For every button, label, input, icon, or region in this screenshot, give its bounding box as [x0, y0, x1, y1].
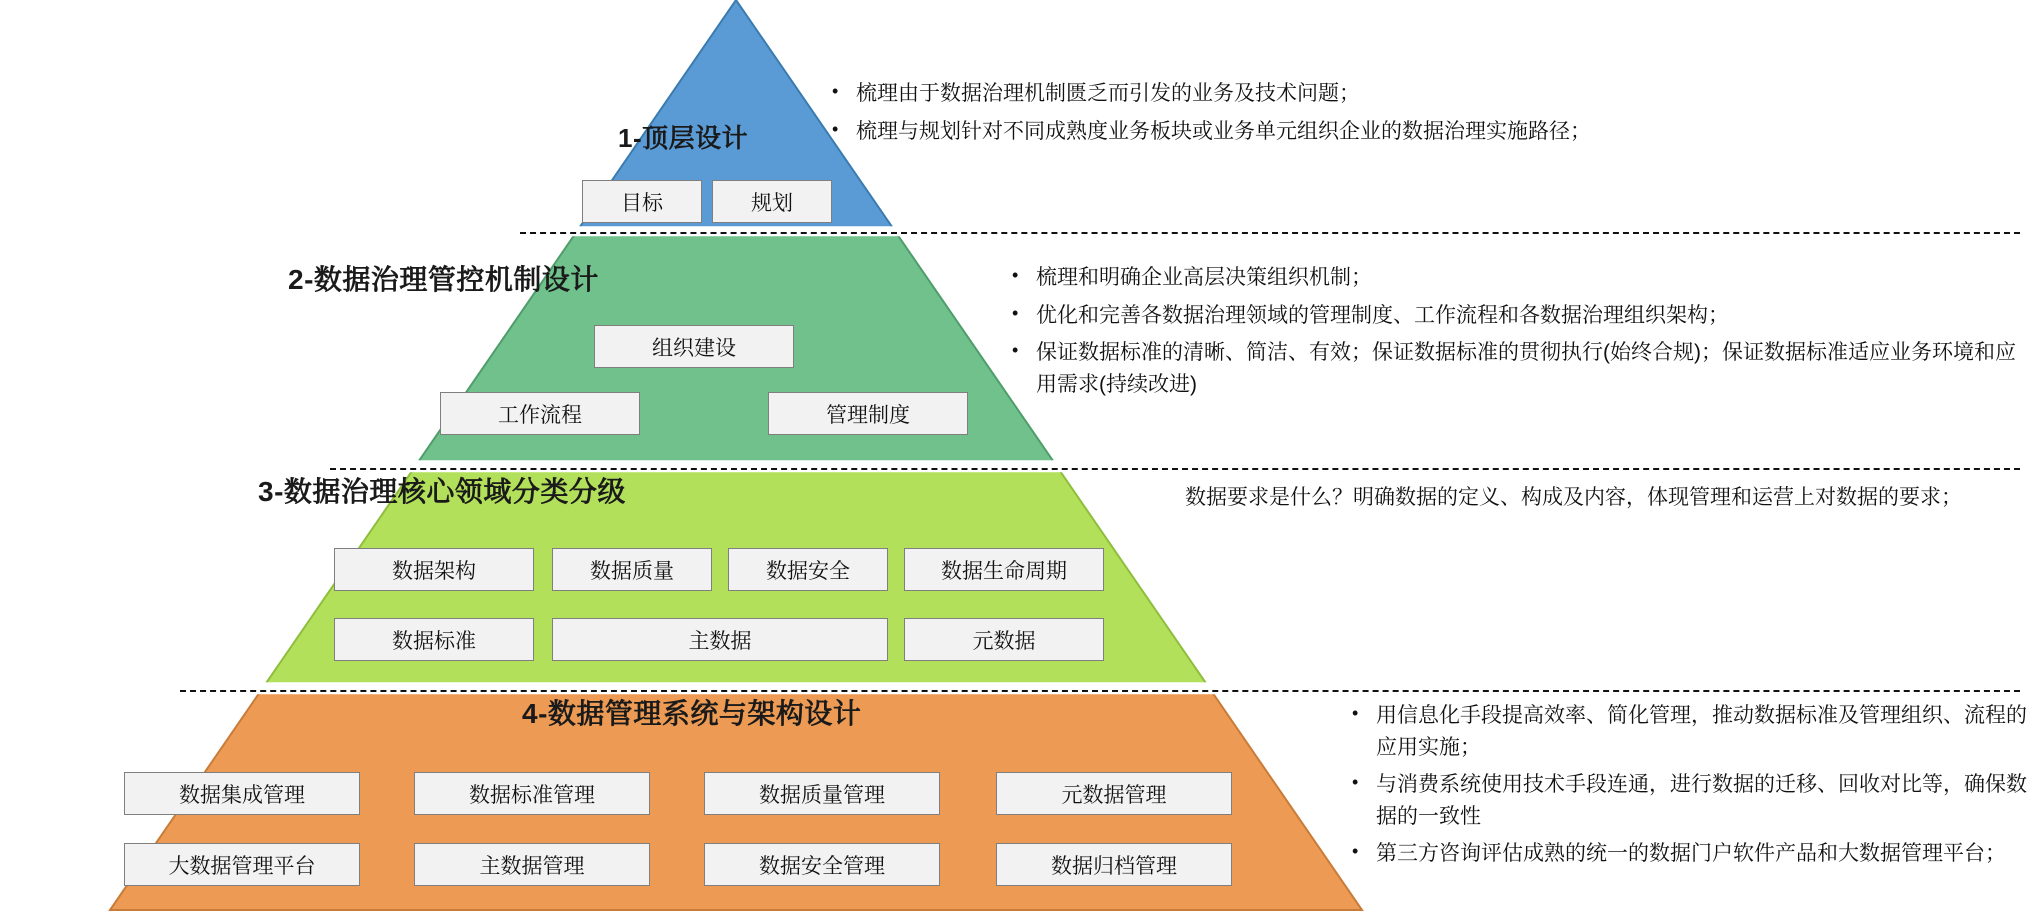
layer-4-box[interactable]: 数据归档管理: [996, 843, 1232, 886]
layer-4-box[interactable]: 主数据管理: [414, 843, 650, 886]
layer-1-title: 1-顶层设计: [618, 123, 749, 153]
bullet-icon: •: [832, 81, 839, 101]
annotation-text: 与消费系统使用技术手段连通，进行数据的迁移、回收对比等，确保数据的一致性: [1376, 773, 2027, 828]
annotation-text: 梳理与规划针对不同成熟度业务板块或业务单元组织企业的数据治理实施路径；: [856, 119, 1591, 143]
annotation-text: 用信息化手段提高效率、简化管理，推动数据标准及管理组织、流程的应用实施；: [1376, 704, 2027, 759]
layer-4-annotation: [1350, 700, 2030, 876]
layer-3-box[interactable]: 数据生命周期: [904, 548, 1104, 591]
annotation-text: 梳理和明确企业高层决策组织机制；: [1036, 266, 1372, 289]
layer-3-box[interactable]: 数据架构: [334, 548, 534, 591]
annotation-item: [832, 116, 1990, 148]
divider-line-3: [180, 690, 2020, 692]
layer-4-box[interactable]: 元数据管理: [996, 772, 1232, 815]
layer-2-box[interactable]: 工作流程: [440, 392, 640, 435]
bullet-icon: •: [1012, 340, 1019, 360]
annotation-text: 梳理由于数据治理机制匮乏而引发的业务及技术问题；: [856, 82, 1360, 105]
layer-1-annotation-list: [830, 78, 1990, 147]
annotation-item: [1012, 262, 2020, 294]
bullet-icon: •: [1352, 841, 1359, 861]
layer-4-box[interactable]: 数据安全管理: [704, 843, 940, 886]
layer-4-title: 4-数据管理系统与架构设计: [522, 698, 862, 729]
layer-2-box[interactable]: 管理制度: [768, 392, 968, 435]
layer-4-box[interactable]: 大数据管理平台: [124, 843, 360, 886]
layer-2-annotation: [1010, 262, 2020, 406]
layer-3-box[interactable]: 元数据: [904, 618, 1104, 661]
bullet-icon: •: [1012, 302, 1019, 323]
layer-3-box[interactable]: 数据标准: [334, 618, 534, 661]
annotation-item: [1352, 769, 2030, 832]
annotation-item: [1012, 300, 2020, 332]
annotation-text: 第三方咨询评估成熟的统一的数据门户软件产品和大数据管理平台；: [1376, 842, 2006, 865]
divider-line-1: [520, 232, 2020, 234]
layer-2-annotation-list: [1010, 262, 2020, 400]
annotation-text: 数据要求是什么？明确数据的定义、构成及内容，体现管理和运营上对数据的要求；: [1185, 486, 1962, 509]
bullet-icon: •: [1352, 772, 1359, 792]
layer-1-annotation: [830, 78, 1990, 153]
annotation-text: 优化和完善各数据治理领域的管理制度、工作流程和各数据治理组织架构；: [1036, 303, 1729, 327]
annotation-item: [1012, 337, 2020, 400]
annotation-item: [832, 78, 1990, 110]
annotation-item: [1352, 838, 2030, 870]
layer-3-box[interactable]: 数据安全: [728, 548, 888, 591]
annotation-text: 保证数据标准的清晰、简洁、有效；保证数据标准的贯彻执行(始终合规)；保证数据标准适应业务环境和应用需求(持续改进): [1036, 341, 2016, 396]
layer-1-box[interactable]: 规划: [712, 180, 832, 223]
layer-2-box[interactable]: 组织建设: [594, 325, 794, 368]
layer-2-title: 2-数据治理管控机制设计: [288, 264, 599, 295]
layer-4-box[interactable]: 数据质量管理: [704, 772, 940, 815]
layer-4-box[interactable]: 数据集成管理: [124, 772, 360, 815]
layer-1-box[interactable]: 目标: [582, 180, 702, 223]
bullet-icon: •: [832, 118, 839, 139]
layer-3-box[interactable]: 主数据: [552, 618, 888, 661]
bullet-icon: •: [1012, 265, 1019, 285]
bullet-icon: •: [1352, 703, 1359, 723]
layer-3-annotation: [1185, 482, 2015, 514]
layer-4-box[interactable]: 数据标准管理: [414, 772, 650, 815]
layer-4-annotation-list: [1350, 700, 2030, 870]
layer-3-box[interactable]: 数据质量: [552, 548, 712, 591]
annotation-item: [1352, 700, 2030, 763]
layer-3-title: 3-数据治理核心领域分类分级: [258, 476, 626, 507]
